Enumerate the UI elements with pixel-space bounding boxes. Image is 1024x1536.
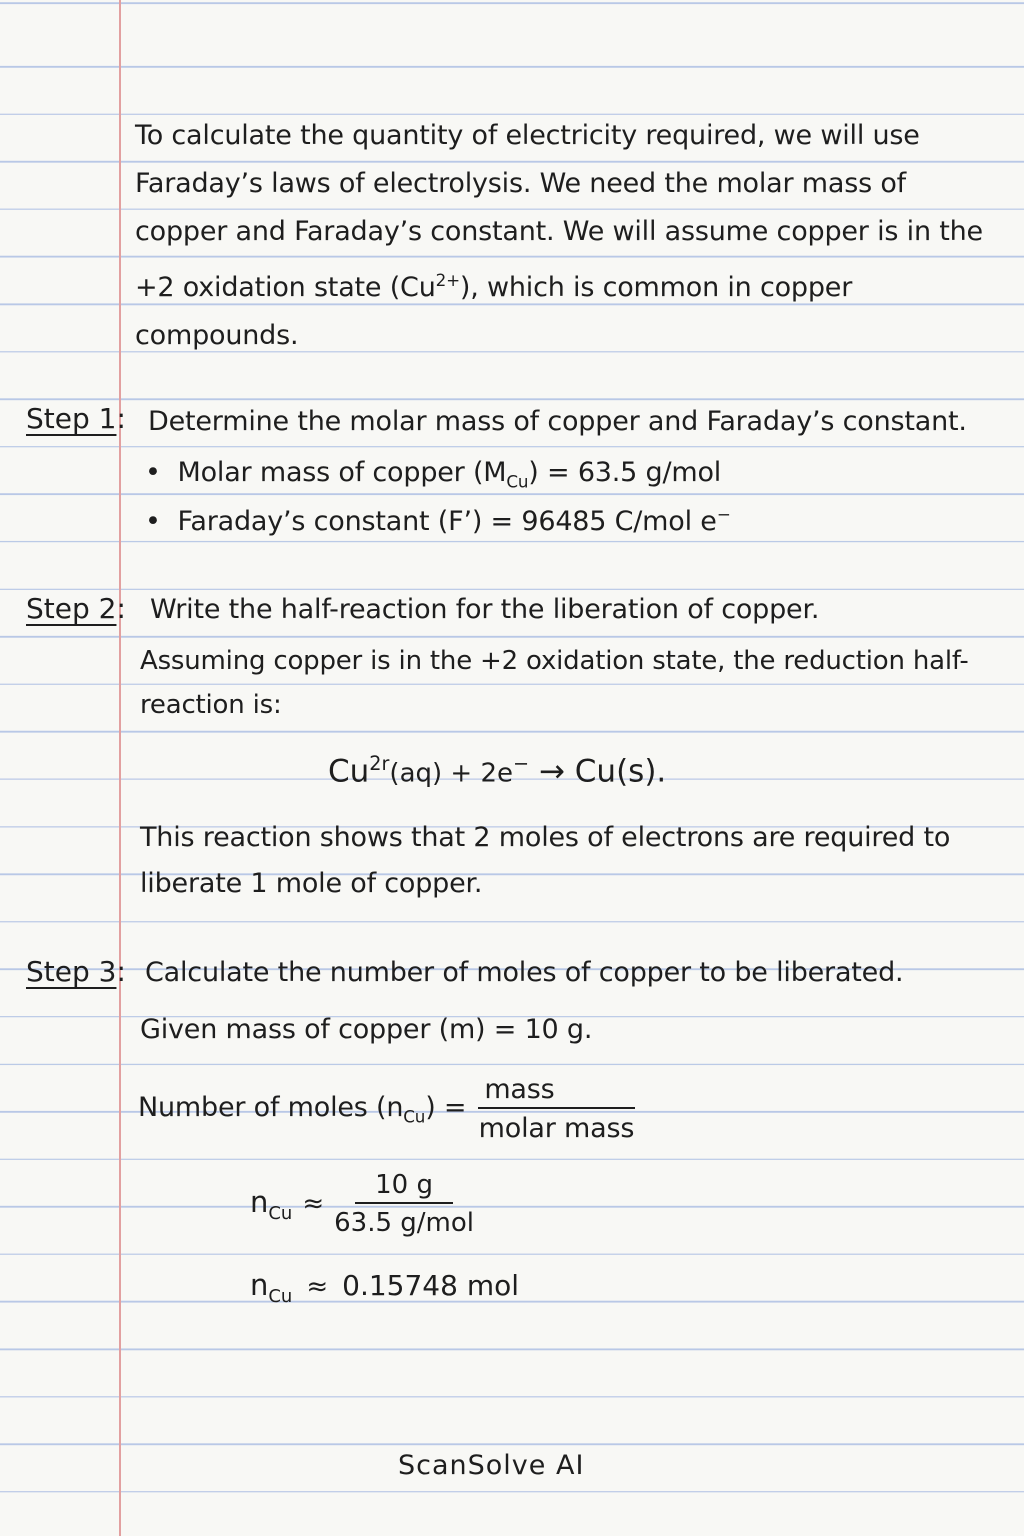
step-1-heading	[26, 402, 126, 435]
step-3-label: Step 3	[26, 955, 117, 988]
moles-formula: Number of moles $(n_{Cu})$ = $\frac{\text{mass}}{\text{molar mass}}$	[138, 1074, 635, 1144]
step-2-line-1: Assuming copper is in the +2 oxidation state, the reduction half-	[140, 646, 969, 676]
step-1-label: Step 1	[26, 402, 117, 435]
step-2-conclusion-2: liberate 1 mole of copper.	[140, 868, 483, 899]
step-3-heading	[26, 955, 126, 988]
step-3-colon: :	[116, 955, 126, 988]
moles-formula-fraction: $\frac{\text{mass}}{\text{molar mass}}$	[478, 1074, 635, 1144]
moles-result: $n_{Cu} \approx 0.15748$ mol	[250, 1268, 519, 1307]
moles-calculation: $n_{Cu}$ ≈ $\frac{10 g}{\text{63.5 g/mol}}$	[250, 1170, 475, 1238]
given-mass: Given mass of copper (m) = 10 g.	[140, 1014, 593, 1045]
intro-paragraph: To calculate the quantity of electricity required, we will use Faraday’s laws of electrolysis. We need the molar mass of copper and Faraday’s constant. We will assume copper is in the +2 oxidation state $(Cu^{2+})$, which is common in copper compounds.	[135, 120, 983, 351]
bullet-faraday-constant: • Faraday’s constant (F’) = 96485 C/mol e−	[145, 504, 731, 537]
step-2-line-2: reaction is:	[140, 690, 282, 720]
bullet-molar-mass: • Molar mass of copper $(M_{Cu}) = 63.5$ g/mol	[145, 457, 722, 492]
moles-calculation-fraction: $\frac{10 g}{\text{63.5 g/mol}}$	[334, 1170, 475, 1238]
step-2-label: Step 2	[26, 592, 117, 625]
margin-line	[119, 0, 121, 1536]
footer-brand: ScanSolve AI	[398, 1450, 585, 1481]
step-3-title: Calculate the number of moles of copper to be liberated.	[145, 957, 904, 988]
half-reaction-equation: $Cu^{2r}(aq) + 2e^- \to Cu(s)$.	[328, 752, 667, 790]
step-1-colon: :	[116, 402, 126, 435]
step-2-conclusion-1: This reaction shows that 2 moles of electrons are required to	[140, 822, 951, 853]
step-2-heading	[26, 592, 126, 625]
step-2-colon: :	[116, 592, 126, 625]
step-1-title: Determine the molar mass of copper and Faraday’s constant.	[148, 406, 967, 437]
step-2-title: Write the half-reaction for the liberation of copper.	[150, 594, 820, 625]
